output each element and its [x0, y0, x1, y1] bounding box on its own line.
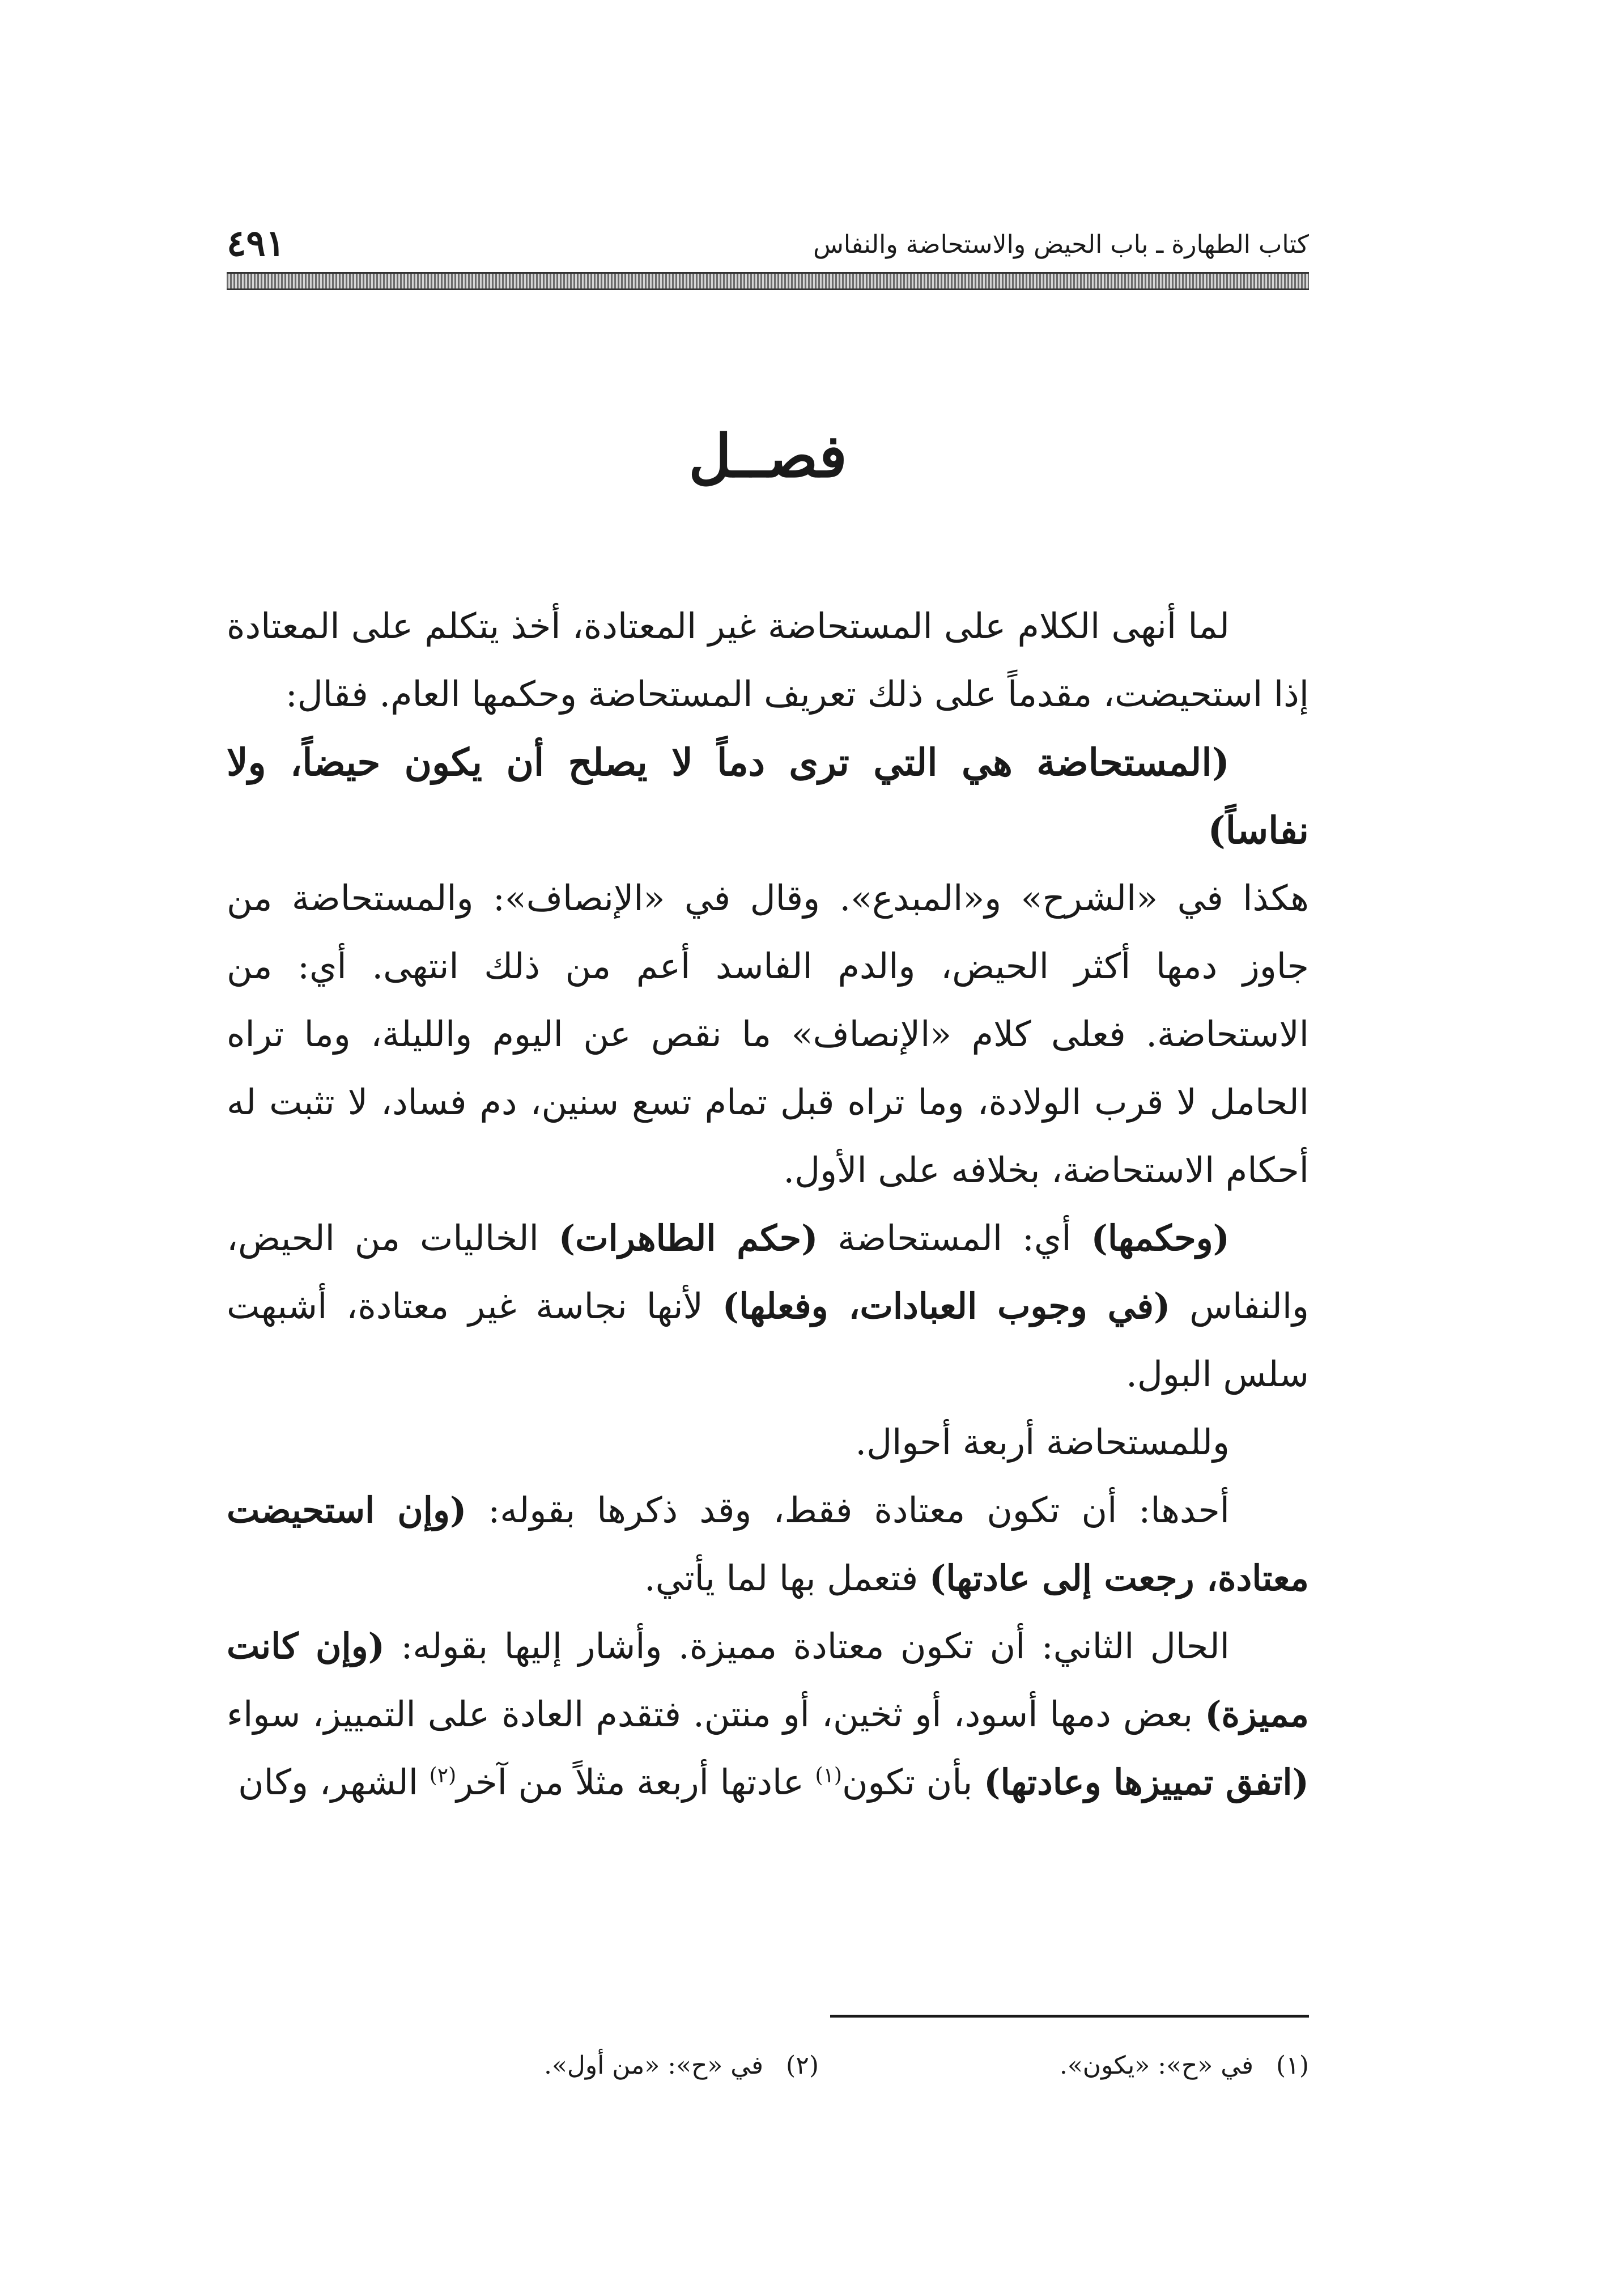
footnote-number: (١) [1276, 2051, 1309, 2080]
ruling-term-2: (حكم الطاهرات) [558, 1217, 818, 1259]
paragraph-intro: لما أنهى الكلام على المستحاضة غير المعتادة، أخذ يتكلم على المعتادة إذا استحيضت، مقدماً على ذلك تعريف المستحاضة وحكمها العام. فقال: [227, 605, 1309, 715]
paragraph-commentary: هكذا في «الشرح» و«المبدع». وقال في «الإنصاف»: والمستحاضة من جاوز دمها أكثر الحيض، والدم الفاسد أعم من ذلك انتهى. أي: من الاستحاضة. فعلى كلام «الإنصاف» ما نقص عن اليوم والليلة، وما تراه الحامل لا قرب الولادة، وما تراه قبل تمام تسع سنين، دم فساد، لا تثبت له أحكام الاستحاضة، بخلافه على الأول. [227, 877, 1309, 1191]
state-one-text-1: أحدها: أن تكون معتادة فقط، وقد ذكرها بقوله: [466, 1489, 1230, 1531]
state-two-text-1: الحال الثاني: أن تكون معتادة مميزة. وأشار إليها بقوله: [384, 1625, 1230, 1667]
state-two-text-5: الشهر، وكان [238, 1761, 430, 1803]
footnote-text: في «ح»: «يكون». [1059, 2051, 1254, 2080]
ruling-term: (وحكمها) [1091, 1217, 1230, 1259]
state-two-text-3: بأن تكون [841, 1761, 984, 1803]
section-heading: فصــل [688, 421, 847, 491]
footnote-1 [1060, 2046, 1309, 2086]
paragraph-definition: (المستحاضة هي التي ترى دماً لا يصلح أن يكون حيضاً، ولا نفاساً) [227, 740, 1309, 852]
state-one-text-2: فتعمل بها لما يأتي. [644, 1557, 930, 1599]
state-two-term-1: (وإن كانت مميزة) [227, 1625, 1309, 1735]
state-two-text-4: عادتها أربعة مثلاً من آخر [456, 1761, 815, 1803]
ruling-term-3: (في وجوب العبادات، وفعلها) [722, 1285, 1171, 1327]
running-header [227, 222, 1309, 266]
paragraph-state-one [227, 1476, 1309, 1612]
footnote-2 [544, 2046, 819, 2086]
body-text [227, 592, 1309, 1816]
footnote-ref-2[interactable]: (٢) [429, 1764, 457, 1787]
header-divider [227, 272, 1309, 290]
footnote-divider [830, 2015, 1309, 2018]
footnote-ref-1[interactable]: (١) [815, 1764, 842, 1787]
footnote-number: (٢) [786, 2051, 819, 2080]
state-two-text-2: بعض دمها أسود، أو ثخين، أو منتن. فتقدم العادة على التمييز، سواء [227, 1693, 1205, 1735]
footnote-text: في «ح»: «من أول». [543, 2051, 764, 2080]
state-one-term: (وإن استحيضت معتادة، رجعت إلى عادتها) [227, 1489, 1309, 1599]
state-two-term-2: (اتفق تمييزها وعادتها) [984, 1761, 1309, 1803]
paragraph-state-two [227, 1612, 1309, 1816]
footnotes [227, 2046, 1309, 2091]
paragraph-four-states: وللمستحاضة أربعة أحوال. [855, 1421, 1230, 1463]
header-title: كتاب الطهارة ـ باب الحيض والاستحاضة والنفاس [813, 230, 1309, 259]
ruling-text-1: أي: المستحاضة [818, 1217, 1091, 1259]
ruling-text-2: الخاليات من الحيض، والنفاس [227, 1217, 1309, 1327]
page-number: ٤٩١ [227, 222, 286, 265]
ruling-text-3: لأنها نجاسة غير معتادة، أشبهت سلس البول. [227, 1285, 1309, 1395]
paragraph-ruling [227, 1204, 1309, 1408]
